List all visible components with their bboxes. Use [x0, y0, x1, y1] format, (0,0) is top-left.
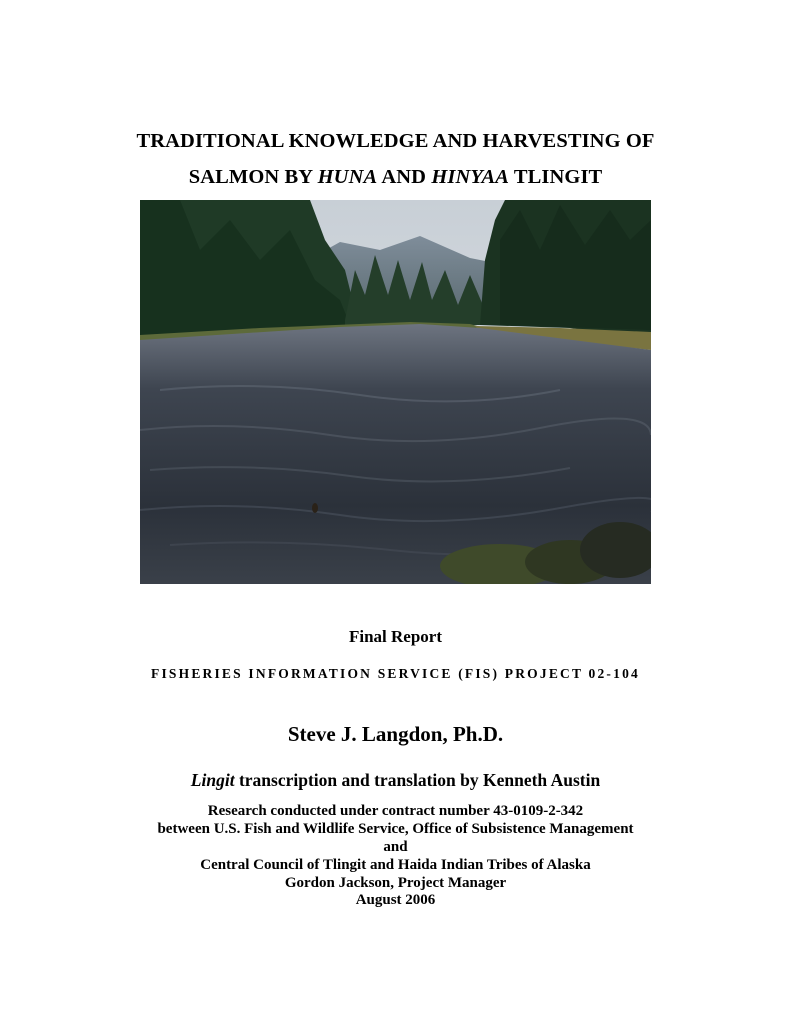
- title-text: TLINGIT: [509, 166, 603, 188]
- translation-language: Lingit: [190, 770, 235, 790]
- contract-line-1: Research conducted under contract number 43-0109-2-342: [207, 803, 584, 819]
- project-manager: Gordon Jackson, Project Manager: [284, 875, 507, 891]
- title-italic-hinyaa: HINYAA: [431, 166, 510, 188]
- title-italic-huna: HUNA: [317, 166, 378, 188]
- report-title-line-1: TRADITIONAL KNOWLEDGE AND HARVESTING OF: [136, 130, 655, 152]
- title-text: SALMON BY: [188, 166, 318, 188]
- report-title-line-2: [0, 166, 791, 189]
- project-number: FISHERIES INFORMATION SERVICE (FIS) PROJECT 02-104: [151, 666, 640, 681]
- author-name: Steve J. Langdon, Ph.D.: [287, 722, 504, 746]
- cover-photo: [140, 200, 651, 584]
- report-date: August 2006: [355, 892, 436, 908]
- translation-text: transcription and translation by Kenneth Austin: [234, 770, 601, 790]
- contract-line-2: between U.S. Fish and Wildlife Service, Office of Subsistence Management: [157, 821, 634, 837]
- translation-credit: [0, 770, 791, 791]
- title-text: AND: [377, 166, 432, 188]
- contract-line-3: and: [383, 839, 408, 855]
- report-type: Final Report: [348, 627, 443, 646]
- contract-line-4: Central Council of Tlingit and Haida Indian Tribes of Alaska: [200, 857, 591, 873]
